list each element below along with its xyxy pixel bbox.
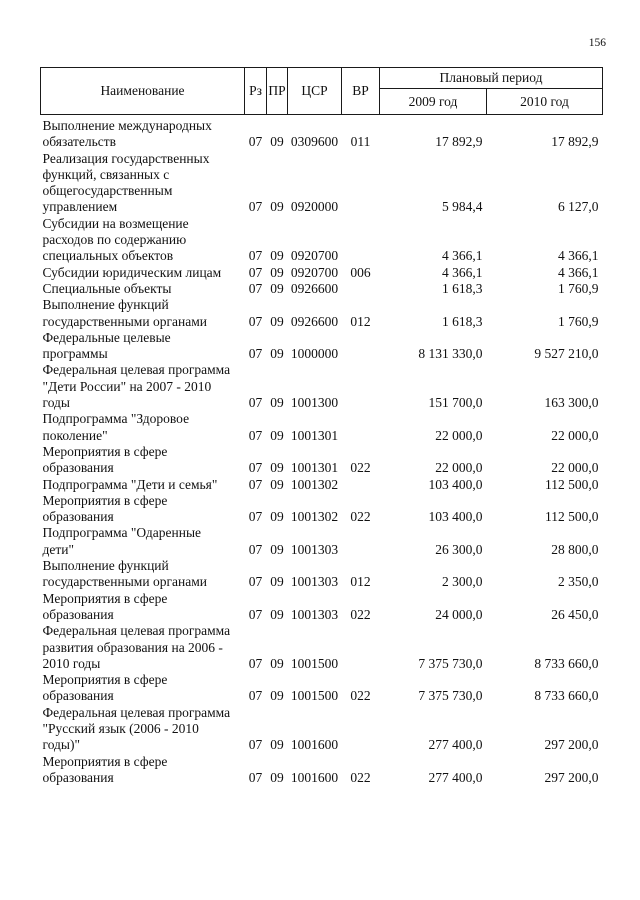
row-pr: 09 xyxy=(270,280,284,296)
table-row xyxy=(41,623,603,672)
row-value-2010: 1 760,9 xyxy=(558,313,599,329)
row-csr: 1001301 xyxy=(290,427,339,443)
row-rz: 07 xyxy=(248,248,263,264)
row-rz: 07 xyxy=(248,134,263,150)
row-rz: 07 xyxy=(248,280,263,296)
row-csr: 1001300 xyxy=(290,395,339,411)
row-csr: 0926600 xyxy=(290,313,339,329)
table-row xyxy=(41,362,603,411)
row-value-2009: 24 000,0 xyxy=(435,606,483,622)
row-value-2010: 4 366,1 xyxy=(558,248,599,264)
row-csr: 0926600 xyxy=(290,280,339,296)
row-value-2009: 4 366,1 xyxy=(442,264,483,280)
row-value-2010: 22 000,0 xyxy=(551,460,599,476)
row-rz: 07 xyxy=(248,476,263,492)
row-value-2009: 22 000,0 xyxy=(435,427,483,443)
row-vr: 022 xyxy=(350,688,371,704)
row-value-2009: 151 700,0 xyxy=(428,395,483,411)
row-name xyxy=(41,525,245,558)
row-name-line: управлением xyxy=(42,199,118,215)
row-rz: 07 xyxy=(248,737,263,753)
row-name-line: Мероприятия в сфере xyxy=(42,492,168,508)
row-csr: 0920700 xyxy=(290,264,339,280)
header-vr: ВР xyxy=(342,68,380,115)
row-rz: 07 xyxy=(248,199,263,215)
row-value-2010: 297 200,0 xyxy=(544,769,599,785)
row-value-2009: 103 400,0 xyxy=(428,476,483,492)
row-pr: 09 xyxy=(270,264,284,280)
table-row xyxy=(41,411,603,444)
table-row xyxy=(41,151,603,216)
row-vr: 012 xyxy=(350,574,371,590)
table-row xyxy=(41,281,603,297)
row-name-line: Мероприятия в сфере xyxy=(42,672,168,688)
row-name-line: Федеральная целевая программа xyxy=(42,704,231,720)
row-name xyxy=(41,297,245,330)
row-csr: 1001302 xyxy=(290,509,339,525)
row-csr: 1001302 xyxy=(290,476,339,492)
row-name-line: программы xyxy=(42,346,108,362)
table-row xyxy=(41,297,603,330)
row-name-line: специальных объектов xyxy=(42,248,174,264)
table-row xyxy=(41,330,603,363)
row-csr: 0920000 xyxy=(290,199,339,215)
row-vr: 012 xyxy=(350,313,371,329)
row-rz: 07 xyxy=(248,395,263,411)
row-csr: 1001600 xyxy=(290,737,339,753)
row-name-line: 2010 годы xyxy=(42,655,101,671)
row-name xyxy=(41,591,245,624)
row-rz: 07 xyxy=(248,574,263,590)
table-row xyxy=(41,265,603,281)
header-pr: ПР xyxy=(267,68,288,115)
row-name xyxy=(41,362,245,411)
row-vr xyxy=(342,330,380,363)
table-header xyxy=(41,68,603,115)
table-row xyxy=(41,444,603,477)
row-value-2009: 4 366,1 xyxy=(442,248,483,264)
row-vr xyxy=(342,623,380,672)
table-body xyxy=(41,115,603,787)
row-pr: 09 xyxy=(270,541,284,557)
row-name-line: Федеральные целевые xyxy=(42,329,171,345)
row-rz: 07 xyxy=(248,655,263,671)
row-vr: 022 xyxy=(350,606,371,622)
row-value-2009: 22 000,0 xyxy=(435,460,483,476)
row-name-line: образования xyxy=(42,606,114,622)
row-pr: 09 xyxy=(270,688,284,704)
row-rz: 07 xyxy=(248,460,263,476)
row-pr: 09 xyxy=(270,134,284,150)
row-name xyxy=(41,493,245,526)
row-name-line: Федеральная целевая программа xyxy=(42,623,231,639)
row-value-2009: 7 375 730,0 xyxy=(418,688,483,704)
row-pr: 09 xyxy=(270,199,284,215)
row-value-2009: 103 400,0 xyxy=(428,509,483,525)
row-name-line: образования xyxy=(42,769,114,785)
row-vr xyxy=(342,525,380,558)
row-name xyxy=(41,281,245,297)
row-name xyxy=(41,444,245,477)
row-vr xyxy=(342,411,380,444)
row-name-line: Выполнение функций xyxy=(42,558,169,574)
row-name xyxy=(41,118,245,151)
row-pr: 09 xyxy=(270,476,284,492)
row-name-line: образования xyxy=(42,460,114,476)
row-name xyxy=(41,216,245,265)
budget-table xyxy=(40,67,603,786)
row-csr: 0309600 xyxy=(290,134,339,150)
row-name-line: дети" xyxy=(42,541,74,557)
row-pr: 09 xyxy=(270,769,284,785)
row-vr: 022 xyxy=(350,460,371,476)
row-name-line: поколение" xyxy=(42,427,108,443)
row-value-2009: 1 618,3 xyxy=(442,313,483,329)
row-name xyxy=(41,623,245,672)
table-row xyxy=(41,525,603,558)
header-name: Наименование xyxy=(41,68,245,115)
row-csr: 1001500 xyxy=(290,655,339,671)
row-name xyxy=(41,705,245,754)
row-value-2010: 17 892,9 xyxy=(551,134,599,150)
row-name-line: функций, связанных с xyxy=(42,166,170,182)
row-pr: 09 xyxy=(270,655,284,671)
row-value-2010: 8 733 660,0 xyxy=(534,655,599,671)
row-name-line: образования xyxy=(42,509,114,525)
row-value-2010: 4 366,1 xyxy=(558,264,599,280)
table-row xyxy=(41,558,603,591)
row-vr: 022 xyxy=(350,509,371,525)
row-value-2010: 8 733 660,0 xyxy=(534,688,599,704)
row-name xyxy=(41,330,245,363)
row-vr xyxy=(342,362,380,411)
row-value-2010: 22 000,0 xyxy=(551,427,599,443)
row-pr: 09 xyxy=(270,574,284,590)
row-name-line: Реализация государственных xyxy=(42,150,210,166)
row-value-2009: 1 618,3 xyxy=(442,280,483,296)
row-value-2010: 28 800,0 xyxy=(551,541,599,557)
row-csr: 1001600 xyxy=(290,769,339,785)
table-row xyxy=(41,216,603,265)
row-vr: 022 xyxy=(350,769,371,785)
row-name-line: общегосударственным xyxy=(42,183,173,199)
row-vr xyxy=(342,216,380,265)
table-row xyxy=(41,705,603,754)
row-value-2009: 8 131 330,0 xyxy=(418,346,483,362)
row-rz: 07 xyxy=(248,313,263,329)
row-name-line: "Русский язык (2006 - 2010 xyxy=(42,720,199,736)
row-pr: 09 xyxy=(270,346,284,362)
row-value-2009: 2 300,0 xyxy=(442,574,483,590)
header-planned-period: Плановый период xyxy=(380,68,603,89)
row-name-line: Подпрограмма "Здоровое xyxy=(42,411,190,427)
row-value-2010: 6 127,0 xyxy=(558,199,599,215)
row-pr: 09 xyxy=(270,395,284,411)
row-name xyxy=(41,754,245,787)
row-name xyxy=(41,477,245,493)
row-rz: 07 xyxy=(248,264,263,280)
row-value-2009: 277 400,0 xyxy=(428,737,483,753)
row-vr: 011 xyxy=(350,134,371,150)
row-name-line: Выполнение функций xyxy=(42,297,169,313)
row-vr xyxy=(342,151,380,216)
row-name xyxy=(41,265,245,281)
row-rz: 07 xyxy=(248,541,263,557)
row-csr: 1001303 xyxy=(290,541,339,557)
row-value-2010: 9 527 210,0 xyxy=(534,346,599,362)
row-name-line: Субсидии юридическим лицам xyxy=(42,264,222,280)
row-name xyxy=(41,411,245,444)
row-name-line: государственными органами xyxy=(42,313,207,329)
table-row xyxy=(41,672,603,705)
row-name xyxy=(41,558,245,591)
row-name-line: государственными органами xyxy=(42,574,207,590)
header-2010: 2010 год xyxy=(487,89,603,115)
row-rz: 07 xyxy=(248,509,263,525)
table-row xyxy=(41,591,603,624)
row-value-2010: 1 760,9 xyxy=(558,280,599,296)
row-rz: 07 xyxy=(248,769,263,785)
table-row xyxy=(41,477,603,493)
row-name-line: Субсидии на возмещение xyxy=(42,215,189,231)
row-name-line: Специальные объекты xyxy=(42,280,172,296)
row-rz: 07 xyxy=(248,427,263,443)
row-pr: 09 xyxy=(270,313,284,329)
header-csr: ЦСР xyxy=(288,68,342,115)
row-csr: 1000000 xyxy=(290,346,339,362)
row-name-line: обязательств xyxy=(42,134,117,150)
row-csr: 1001303 xyxy=(290,574,339,590)
row-pr: 09 xyxy=(270,460,284,476)
row-pr: 09 xyxy=(270,509,284,525)
row-name-line: Федеральная целевая программа xyxy=(42,362,231,378)
row-pr: 09 xyxy=(270,737,284,753)
row-name-line: годы xyxy=(42,395,71,411)
row-value-2009: 26 300,0 xyxy=(435,541,483,557)
row-vr xyxy=(342,281,380,297)
row-csr: 0920700 xyxy=(290,248,339,264)
row-name-line: развития образования на 2006 - xyxy=(42,639,223,655)
row-name-line: Мероприятия в сфере xyxy=(42,590,168,606)
row-value-2010: 112 500,0 xyxy=(545,509,599,525)
row-csr: 1001303 xyxy=(290,606,339,622)
row-value-2010: 163 300,0 xyxy=(544,395,599,411)
row-value-2010: 112 500,0 xyxy=(545,476,599,492)
row-rz: 07 xyxy=(248,606,263,622)
row-name xyxy=(41,672,245,705)
row-vr xyxy=(342,477,380,493)
row-value-2009: 5 984,4 xyxy=(442,199,483,215)
row-name-line: Выполнение международных xyxy=(42,118,212,133)
row-csr: 1001500 xyxy=(290,688,339,704)
row-name-line: годы)" xyxy=(42,737,81,753)
row-vr: 006 xyxy=(350,264,371,280)
header-rz: Рз xyxy=(245,68,267,115)
row-pr: 09 xyxy=(270,606,284,622)
row-pr: 09 xyxy=(270,427,284,443)
table-row xyxy=(41,118,603,151)
table-row xyxy=(41,493,603,526)
row-vr xyxy=(342,705,380,754)
row-value-2010: 297 200,0 xyxy=(544,737,599,753)
row-value-2009: 277 400,0 xyxy=(428,769,483,785)
row-csr: 1001301 xyxy=(290,460,339,476)
row-pr: 09 xyxy=(270,248,284,264)
row-name-line: Подпрограмма "Дети и семья" xyxy=(42,476,218,492)
table-row xyxy=(41,754,603,787)
row-name-line: Мероприятия в сфере xyxy=(42,443,168,459)
row-rz: 07 xyxy=(248,688,263,704)
row-rz: 07 xyxy=(248,346,263,362)
row-value-2010: 2 350,0 xyxy=(558,574,599,590)
row-name-line: Подпрограмма "Одаренные xyxy=(42,525,202,541)
row-value-2009: 7 375 730,0 xyxy=(418,655,483,671)
row-name-line: Мероприятия в сфере xyxy=(42,753,168,769)
row-name-line: "Дети России" на 2007 - 2010 xyxy=(42,378,212,394)
row-name-line: расходов по содержанию xyxy=(42,232,187,248)
page-number: 156 xyxy=(588,37,606,49)
row-name xyxy=(41,151,245,216)
row-value-2010: 26 450,0 xyxy=(551,606,599,622)
row-name-line: образования xyxy=(42,688,114,704)
header-2009: 2009 год xyxy=(380,89,487,115)
row-value-2009: 17 892,9 xyxy=(435,134,483,150)
